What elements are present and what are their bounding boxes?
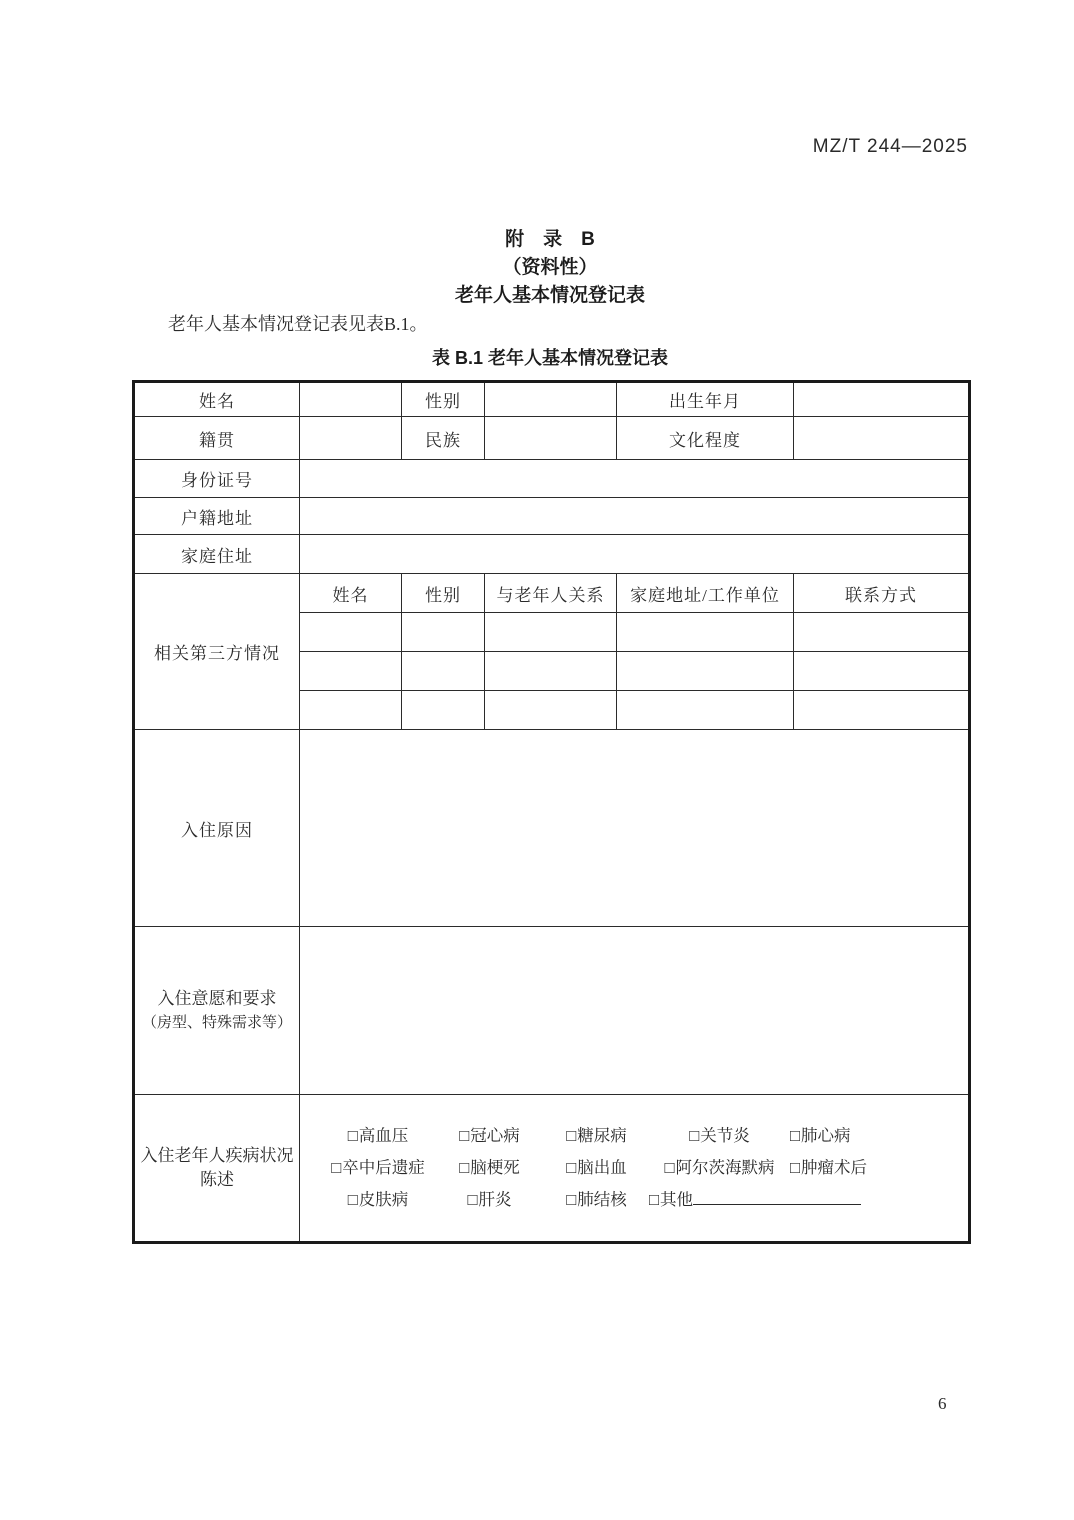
disease-row-2 [321,1152,968,1184]
disease-option [435,1120,544,1152]
checkbox-icon: □ [347,1190,358,1209]
checkbox-icon: □ [459,1158,470,1177]
disease-label-line1: 入住老年人疾病状况 [140,1146,294,1165]
disease-option-other [649,1184,861,1216]
table-row-admission-wish [134,927,970,1095]
third-party-name-cell [300,652,402,691]
checkbox-icon: □ [347,1126,358,1145]
checkbox-icon: □ [649,1190,659,1209]
gender-label: 性别 [402,382,485,417]
disease-option-label: 肺心病 [800,1126,851,1145]
table-row-id [134,460,970,498]
third-party-name-cell [300,613,402,652]
appendix-form-title: 老年人基本情况登记表 [454,285,645,306]
table-row-third-party-header [134,574,970,613]
disease-checkbox-cell [300,1095,970,1243]
disease-option-label: 脑梗死 [470,1158,520,1177]
third-party-relation-cell [485,691,617,730]
appendix-subtitle: （资料性） [502,257,598,278]
admission-wish-label-line1: 入住意愿和要求 [157,988,277,1008]
disease-option-label: 肝炎 [478,1190,512,1209]
birth-label: 出生年月 [617,382,794,417]
ethnic-value-cell [485,417,617,460]
third-party-col-name: 姓名 [300,574,402,613]
table-row-admission-reason [134,730,970,927]
third-party-gender-cell [402,652,485,691]
disease-option [321,1152,435,1184]
disease-option [790,1152,867,1184]
disease-option-label: 关节炎 [700,1126,750,1145]
third-party-relation-cell [485,613,617,652]
checkbox-icon: □ [459,1126,470,1145]
registration-form-table [132,380,971,1244]
disease-option [544,1184,649,1216]
admission-wish-value-cell [300,927,970,1095]
checkbox-icon: □ [689,1126,700,1145]
registered-address-label: 户籍地址 [134,498,300,535]
name-value-cell [300,382,402,417]
admission-reason-value-cell [300,730,970,927]
third-party-col-relation: 与老年人关系 [485,574,617,613]
birth-value-cell [794,382,970,417]
third-party-gender-cell [402,613,485,652]
table-row-disease [134,1095,970,1243]
disease-option-label: 冠心病 [470,1126,520,1145]
third-party-contact-cell [794,652,970,691]
checkbox-icon: □ [467,1190,478,1209]
table-row-basic-2 [134,417,970,460]
origin-value-cell [300,417,402,460]
disease-option [544,1152,649,1184]
disease-option-label: 卒中后遗症 [342,1158,425,1177]
checkbox-icon: □ [664,1158,675,1177]
table-row-basic-1 [134,382,970,417]
admission-reason-label: 入住原因 [134,730,300,927]
disease-option [649,1120,790,1152]
checkbox-icon: □ [566,1190,577,1209]
disease-option-label: 肺结核 [577,1190,627,1209]
third-party-name-cell [300,691,402,730]
disease-row-3 [321,1184,968,1216]
third-party-relation-cell [485,652,617,691]
disease-option [321,1120,435,1152]
third-party-label: 相关第三方情况 [134,574,300,730]
disease-option [544,1120,649,1152]
disease-option-label: 高血压 [358,1126,409,1145]
table-caption: 表 B.1 老年人基本情况登记表 [431,348,668,368]
appendix-title-block [132,226,968,310]
disease-option-label: 糖尿病 [577,1126,627,1145]
disease-checkbox-grid [300,1120,968,1216]
id-number-label: 身份证号 [134,460,300,498]
admission-wish-label-line2: （房型、特殊需求等） [141,1014,292,1031]
standard-code: MZ/T 244—2025 [812,136,968,157]
education-value-cell [794,417,970,460]
disease-option-label: 皮肤病 [358,1190,409,1209]
registered-address-value-cell [300,498,970,535]
appendix-title: 附 录 B [505,229,595,250]
disease-option-label: 脑出血 [577,1158,627,1177]
id-number-value-cell [300,460,970,498]
checkbox-icon: □ [790,1126,800,1145]
third-party-contact-cell [794,613,970,652]
page-number: 6 [938,1394,947,1413]
other-fill-line [693,1188,861,1206]
gender-value-cell [485,382,617,417]
disease-option [435,1184,544,1216]
table-row-registered-address [134,498,970,535]
checkbox-icon: □ [331,1158,342,1177]
third-party-contact-cell [794,691,970,730]
third-party-address-cell [617,613,794,652]
disease-option [435,1152,544,1184]
disease-option [790,1120,850,1152]
disease-option-label: 阿尔茨海默病 [675,1158,775,1177]
disease-option [321,1184,435,1216]
origin-label: 籍贯 [134,417,300,460]
third-party-col-contact: 联系方式 [794,574,970,613]
third-party-address-cell [617,691,794,730]
third-party-gender-cell [402,691,485,730]
third-party-col-address: 家庭地址/工作单位 [617,574,794,613]
ethnic-label: 民族 [402,417,485,460]
third-party-col-gender: 性别 [402,574,485,613]
disease-option-label: 肿瘤术后 [800,1158,867,1177]
checkbox-icon: □ [566,1126,577,1145]
checkbox-icon: □ [566,1158,577,1177]
disease-label [134,1095,300,1243]
disease-label-line2: 陈述 [200,1170,234,1189]
disease-option [649,1152,790,1184]
admission-wish-label [134,927,300,1095]
intro-paragraph: 老年人基本情况登记表见表B.1。 [168,314,428,334]
disease-option-label: 其他 [659,1190,693,1209]
third-party-address-cell [617,652,794,691]
disease-row-1 [321,1120,968,1152]
home-address-value-cell [300,535,970,574]
checkbox-icon: □ [790,1158,800,1177]
education-label: 文化程度 [617,417,794,460]
table-row-home-address [134,535,970,574]
name-label: 姓名 [134,382,300,417]
home-address-label: 家庭住址 [134,535,300,574]
